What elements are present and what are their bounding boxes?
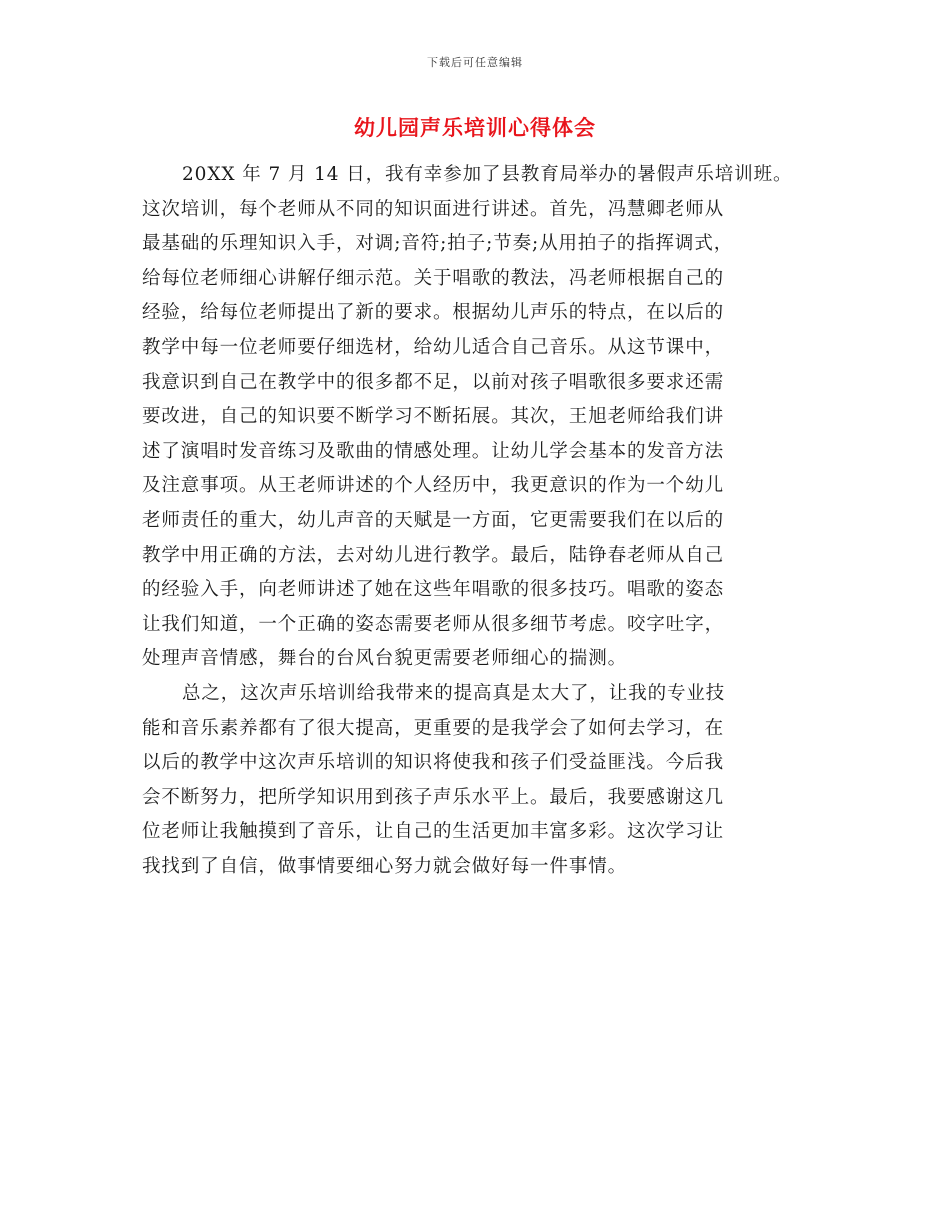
paragraph-line: 老师责任的重大，幼儿声音的天赋是一方面，它更需要我们在以后的 <box>142 509 725 531</box>
paragraph-line: 以后的教学中这次声乐培训的知识将使我和孩子们受益匪浅。今后我 <box>142 752 725 774</box>
paragraph-line: 的经验入手，向老师讲述了她在这些年唱歌的很多技巧。唱歌的姿态 <box>142 579 725 601</box>
paragraph-line: 我找到了自信，做事情要细心努力就会做好每一件事情。 <box>142 855 628 877</box>
paragraph-line: 给每位老师细心讲解仔细示范。关于唱歌的教法，冯老师根据自己的 <box>142 267 725 289</box>
document-title: 幼儿园声乐培训心得体会 <box>354 116 596 140</box>
paragraph-line: 会不断努力，把所学知识用到孩子声乐水平上。最后，我要感谢这几 <box>142 786 725 808</box>
paragraph-line: 教学中每一位老师要仔细选材，给幼儿适合自己音乐。从这节课中， <box>142 336 725 358</box>
paragraph-line: 能和音乐素养都有了很大提高，更重要的是我学会了如何去学习，在 <box>142 717 725 739</box>
paragraph-line: 20XX 年 7 月 14 日，我有幸参加了县教育局举办的暑假声乐培训班。 <box>182 164 793 185</box>
header-note: 下载后可任意编辑 <box>427 56 523 69</box>
paragraph-line: 让我们知道，一个正确的姿态需要老师从很多细节考虑。咬字吐字， <box>142 613 725 635</box>
paragraph-line: 经验，给每位老师提出了新的要求。根据幼儿声乐的特点，在以后的 <box>142 302 725 324</box>
paragraph-line: 处理声音情感，舞台的台风台貌更需要老师细心的揣测。 <box>142 648 628 670</box>
paragraph-line: 要改进，自己的知识要不断学习不断拓展。其次，王旭老师给我们讲 <box>142 406 725 428</box>
paragraph-line: 教学中用正确的方法，去对幼儿进行教学。最后，陆铮春老师从自己 <box>142 544 725 566</box>
paragraph-line: 述了演唱时发音练习及歌曲的情感处理。让幼儿学会基本的发音方法 <box>142 440 725 462</box>
paragraph-line: 及注意事项。从王老师讲述的个人经历中，我更意识的作为一个幼儿 <box>142 475 725 497</box>
paragraph-line: 最基础的乐理知识入手，对调;音符;拍子;节奏;从用拍子的指挥调式， <box>142 233 734 255</box>
paragraph-line: 我意识到自己在教学中的很多都不足，以前对孩子唱歌很多要求还需 <box>142 371 725 393</box>
paragraph-line: 位老师让我触摸到了音乐，让自己的生活更加丰富多彩。这次学习让 <box>142 821 725 843</box>
paragraph-line: 总之，这次声乐培训给我带来的提高真是太大了，让我的专业技 <box>182 682 726 704</box>
document-body <box>142 158 817 884</box>
paragraph-line: 这次培训，每个老师从不同的知识面进行讲述。首先，冯慧卿老师从 <box>142 198 725 220</box>
